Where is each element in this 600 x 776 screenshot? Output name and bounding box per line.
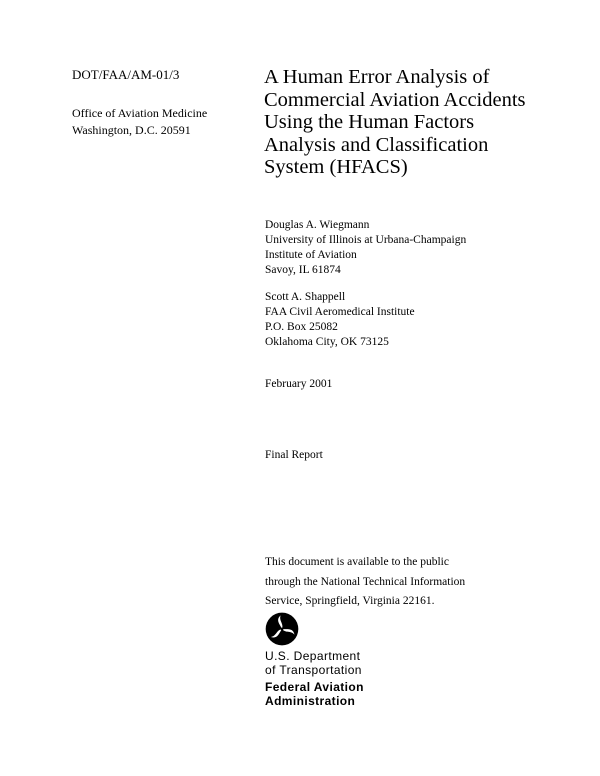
author-affiliation: FAA Civil Aeromedical Institute	[265, 306, 415, 318]
author-affiliation: Institute of Aviation	[265, 249, 357, 261]
administration-line: Federal Aviation	[265, 680, 364, 694]
report-title	[264, 66, 584, 179]
author-affiliation: Savoy, IL 61874	[265, 264, 341, 276]
report-type: Final Report	[265, 449, 323, 461]
title-line: Using the Human Factors	[264, 111, 475, 133]
author-list	[265, 218, 466, 362]
author-block	[265, 218, 466, 278]
title-line: System (HFACS)	[264, 156, 408, 178]
author-affiliation: P.O. Box 25082	[265, 321, 338, 333]
department-line: of Transportation	[265, 662, 362, 677]
availability-line: This document is available to the public	[265, 556, 449, 568]
dot-triskelion-icon	[265, 612, 299, 646]
availability-line: through the National Technical Information	[265, 575, 466, 588]
availability-notice	[265, 553, 465, 612]
author-name: Douglas A. Wiegmann	[265, 219, 370, 231]
office-name: Office of Aviation Medicine	[72, 106, 208, 120]
title-line: A Human Error Analysis of	[264, 66, 490, 88]
agency-name	[265, 650, 364, 708]
department-line: U.S. Department	[265, 649, 361, 663]
author-block	[265, 290, 466, 350]
report-date: February 2001	[265, 378, 333, 390]
report-number: DOT/FAA/AM-01/3	[72, 67, 180, 82]
author-affiliation: University of Illinois at Urbana-Champaign	[265, 234, 467, 246]
title-line: Commercial Aviation Accidents	[264, 88, 526, 111]
author-affiliation: Oklahoma City, OK 73125	[265, 336, 389, 348]
title-line: Analysis and Classification	[264, 133, 489, 156]
office-address	[72, 105, 207, 139]
administration-line: Administration	[265, 693, 356, 708]
author-name: Scott A. Shappell	[265, 291, 346, 303]
office-city: Washington, D.C. 20591	[72, 123, 191, 137]
availability-line: Service, Springfield, Virginia 22161.	[265, 595, 435, 607]
